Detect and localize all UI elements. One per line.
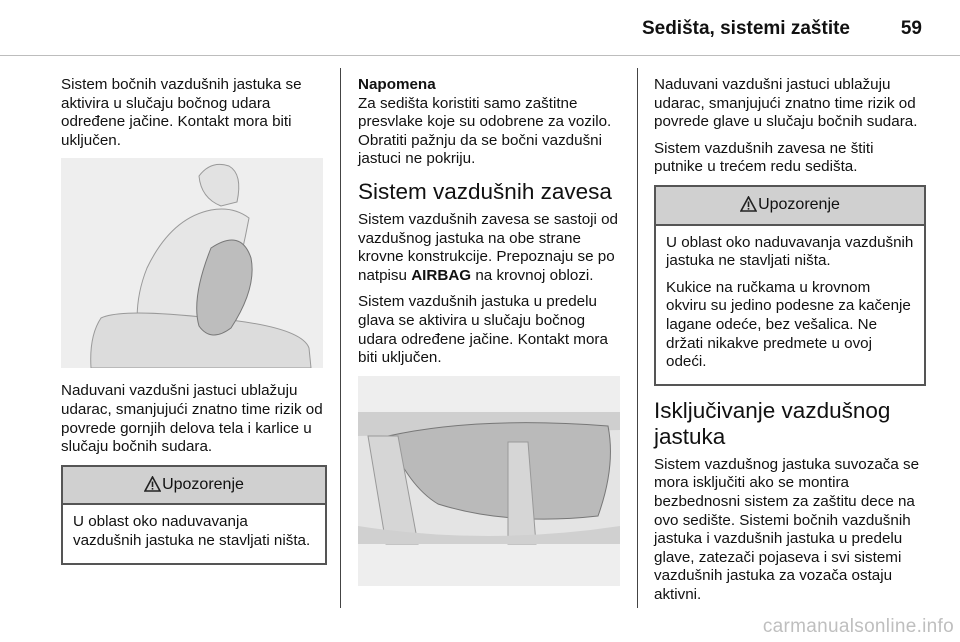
- warning-title: Upozorenje: [758, 195, 840, 213]
- warning-text: U oblast oko naduvavanja vazdušnih jastuka ne stavljati ništa.: [73, 513, 311, 549]
- warning-header: [656, 187, 924, 226]
- side-airbag-effect: Naduvani vazdušni jastuci ublažuju udarac, smanjujući znatno time rizik od povrede gornjih delova tela i karlice u slučaju bočnih sudara.: [61, 382, 323, 456]
- note-text: Za sedišta koristiti samo zaštitne presvlake koje su odobrene za vozilo. Obratiti pažnju da se bočni vazdušni jastuci ne pokriju.: [358, 94, 612, 168]
- warning-triangle-icon: [740, 196, 757, 212]
- warning-title: Upozorenje: [162, 475, 244, 493]
- warning-text: Kukice na ručkama u krovnom okviru su jedino podesne za kačenje lagane odeće, bez vešalica. Ne držati nikakve predmete u ovoj odeći.: [666, 278, 911, 371]
- column-1: [61, 76, 327, 573]
- airbag-deactivation-text: Sistem vazdušnog jastuka suvozača se mora isključiti ako se montira bezbednosni sistem za zaštitu dece na ovo sedište. Sistemi bočnih vazdušnih jastuka i vazdušnih jastuka u predelu glave, zatezači pojaseva i svi sistemi vazdušnih jastuka za vozača ostaju aktivni.: [654, 455, 920, 603]
- airbag-marker-text: AIRBAG: [411, 266, 472, 284]
- third-row-note: Sistem vazdušnih zavesa ne štiti putnike u trećem redu sedišta.: [654, 139, 874, 176]
- column-2: [358, 76, 626, 586]
- warning-box: [61, 465, 327, 565]
- curtain-airbag-drawing: [358, 376, 620, 586]
- seat-airbag-drawing: [61, 158, 323, 368]
- header-title: Sedišta, sistemi zaštite: [641, 18, 850, 39]
- warning-triangle-icon: [144, 476, 161, 492]
- section-heading-airbag-deactivation: Isključivanje vazdušnog jastuka: [654, 397, 891, 449]
- warning-box: [654, 185, 926, 386]
- column-divider: [637, 68, 638, 608]
- note-label: Napomena: [358, 76, 436, 93]
- column-3: [654, 76, 926, 612]
- warning-header: [63, 467, 325, 506]
- curtain-airbag-description: [358, 211, 626, 285]
- side-airbag-intro: Sistem bočnih vazdušnih jastuka se aktivira u slučaju bočnog udara određene jačine. Kontakt mora biti uključen.: [61, 76, 302, 149]
- page-number: 59: [900, 18, 922, 39]
- header-rule: [0, 55, 960, 56]
- curtain-airbag-effect: Naduvani vazdušni jastuci ublažuju udarac, smanjujući znatno time rizik od povrede glave u slučaju bočnih sudara.: [654, 76, 918, 131]
- watermark: carmanualsonline.info: [762, 616, 954, 637]
- warning-text: U oblast oko naduvavanja vazdušnih jastuka ne stavljati ništa.: [666, 233, 914, 270]
- text-segment: na krovnoj oblozi.: [471, 266, 594, 284]
- curtain-airbag-illustration: [358, 376, 620, 586]
- text-segment: Sistem vazdušnih zavesa se sastoji od vazdušnog jastuka na obe strane krovne konstrukcije. Prepoznaju se po natpisu: [358, 210, 619, 284]
- section-heading-curtain-airbag: Sistem vazdušnih zavesa: [358, 178, 612, 204]
- side-airbag-seat-illustration: [61, 158, 323, 368]
- column-divider: [340, 68, 341, 608]
- curtain-airbag-activation: Sistem vazdušnih jastuka u predelu glava se aktivira u slučaju bočnog udara određene jačine. Kontakt mora biti uključen.: [358, 293, 608, 367]
